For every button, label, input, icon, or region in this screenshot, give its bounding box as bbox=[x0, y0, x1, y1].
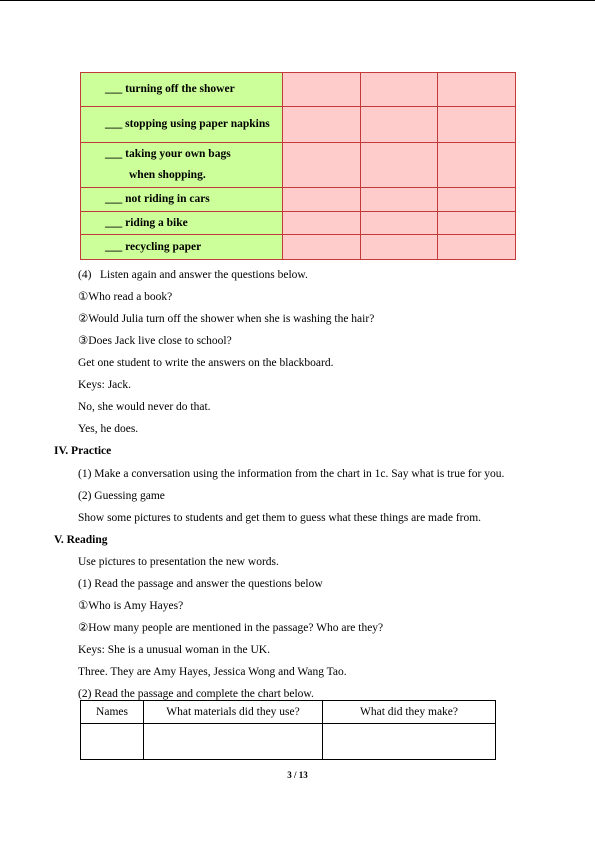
reading-step-2: (2) Read the passage and complete the chart below. bbox=[78, 688, 314, 700]
table-row bbox=[81, 143, 516, 188]
answer-cell[interactable] bbox=[438, 143, 516, 188]
answer-key: Keys: She is a unusual woman in the UK. bbox=[78, 644, 270, 656]
question-2: ②How many people are mentioned in the passage? Who are they? bbox=[78, 622, 384, 634]
answer-key: No, she would never do that. bbox=[78, 401, 211, 413]
blank-line: ___ bbox=[105, 240, 123, 253]
practice-item-1: (1) Make a conversation using the information from the chart in 1c. Say what is true for you. bbox=[78, 468, 505, 480]
reading-step-1: (1) Read the passage and answer the questions below bbox=[78, 578, 323, 590]
practice-item-2: (2) Guessing game bbox=[78, 490, 165, 502]
answer-cell[interactable] bbox=[438, 212, 516, 235]
chart-cell[interactable] bbox=[323, 724, 496, 760]
table-row bbox=[81, 212, 516, 235]
answer-cell[interactable] bbox=[360, 188, 438, 212]
activity-label: riding a bike bbox=[125, 216, 188, 229]
table-row bbox=[81, 724, 496, 760]
column-header-materials: What materials did they use? bbox=[144, 701, 323, 724]
question-1: ①Who read a book? bbox=[78, 291, 173, 303]
activity-table bbox=[80, 72, 516, 260]
answer-cell[interactable] bbox=[438, 107, 516, 143]
activity-label: turning off the shower bbox=[125, 83, 235, 95]
section-heading-reading: V. Reading bbox=[54, 534, 108, 546]
answer-cell[interactable] bbox=[360, 143, 438, 188]
blank-line: ___ bbox=[105, 83, 123, 95]
answer-key: Three. They are Amy Hayes, Jessica Wong and Wang Tao. bbox=[78, 666, 347, 678]
answer-key: Keys: Jack. bbox=[78, 379, 132, 391]
blank-line: ___ bbox=[105, 193, 123, 205]
step-4-instruction: (4) Listen again and answer the questions below. bbox=[78, 269, 308, 281]
activity-label: stopping using paper napkins bbox=[125, 118, 270, 130]
blank-line: ___ bbox=[105, 216, 123, 229]
blank-line: ___ bbox=[105, 148, 123, 160]
answer-cell[interactable] bbox=[283, 212, 361, 235]
instruction-text: Get one student to write the answers on the blackboard. bbox=[78, 357, 334, 369]
answer-cell[interactable] bbox=[360, 73, 438, 107]
answer-cell[interactable] bbox=[438, 73, 516, 107]
activity-label: recycling paper bbox=[125, 240, 202, 253]
table-row bbox=[81, 107, 516, 143]
chart-cell[interactable] bbox=[81, 724, 144, 760]
table-row bbox=[81, 73, 516, 107]
materials-chart bbox=[80, 700, 496, 760]
answer-cell[interactable] bbox=[283, 73, 361, 107]
table-row bbox=[81, 235, 516, 260]
table-row bbox=[81, 188, 516, 212]
answer-cell[interactable] bbox=[360, 107, 438, 143]
activity-label: not riding in cars bbox=[125, 193, 210, 205]
column-header-made: What did they make? bbox=[323, 701, 496, 724]
answer-cell[interactable] bbox=[438, 235, 516, 260]
section-heading-practice: IV. Practice bbox=[54, 445, 112, 457]
column-header-names: Names bbox=[81, 701, 144, 724]
activity-label: taking your own bags bbox=[125, 148, 231, 160]
activity-label-cont: when shopping. bbox=[129, 169, 206, 181]
chart-cell[interactable] bbox=[144, 724, 323, 760]
answer-cell[interactable] bbox=[283, 188, 361, 212]
instruction-text: Use pictures to presentation the new words. bbox=[78, 556, 279, 568]
answer-cell[interactable] bbox=[438, 188, 516, 212]
top-rule bbox=[0, 0, 595, 1]
answer-key: Yes, he does. bbox=[78, 423, 139, 435]
answer-cell[interactable] bbox=[283, 107, 361, 143]
answer-cell[interactable] bbox=[283, 235, 361, 260]
instruction-text: Show some pictures to students and get them to guess what these things are made from. bbox=[78, 512, 482, 524]
chart-header-row bbox=[81, 701, 496, 724]
answer-cell[interactable] bbox=[360, 212, 438, 235]
page-number: 3 / 13 bbox=[287, 770, 308, 780]
blank-line: ___ bbox=[105, 118, 123, 130]
answer-cell[interactable] bbox=[283, 143, 361, 188]
question-3: ③Does Jack live close to school? bbox=[78, 335, 232, 347]
question-2: ②Would Julia turn off the shower when she is washing the hair? bbox=[78, 313, 375, 325]
question-1: ①Who is Amy Hayes? bbox=[78, 600, 184, 612]
answer-cell[interactable] bbox=[360, 235, 438, 260]
